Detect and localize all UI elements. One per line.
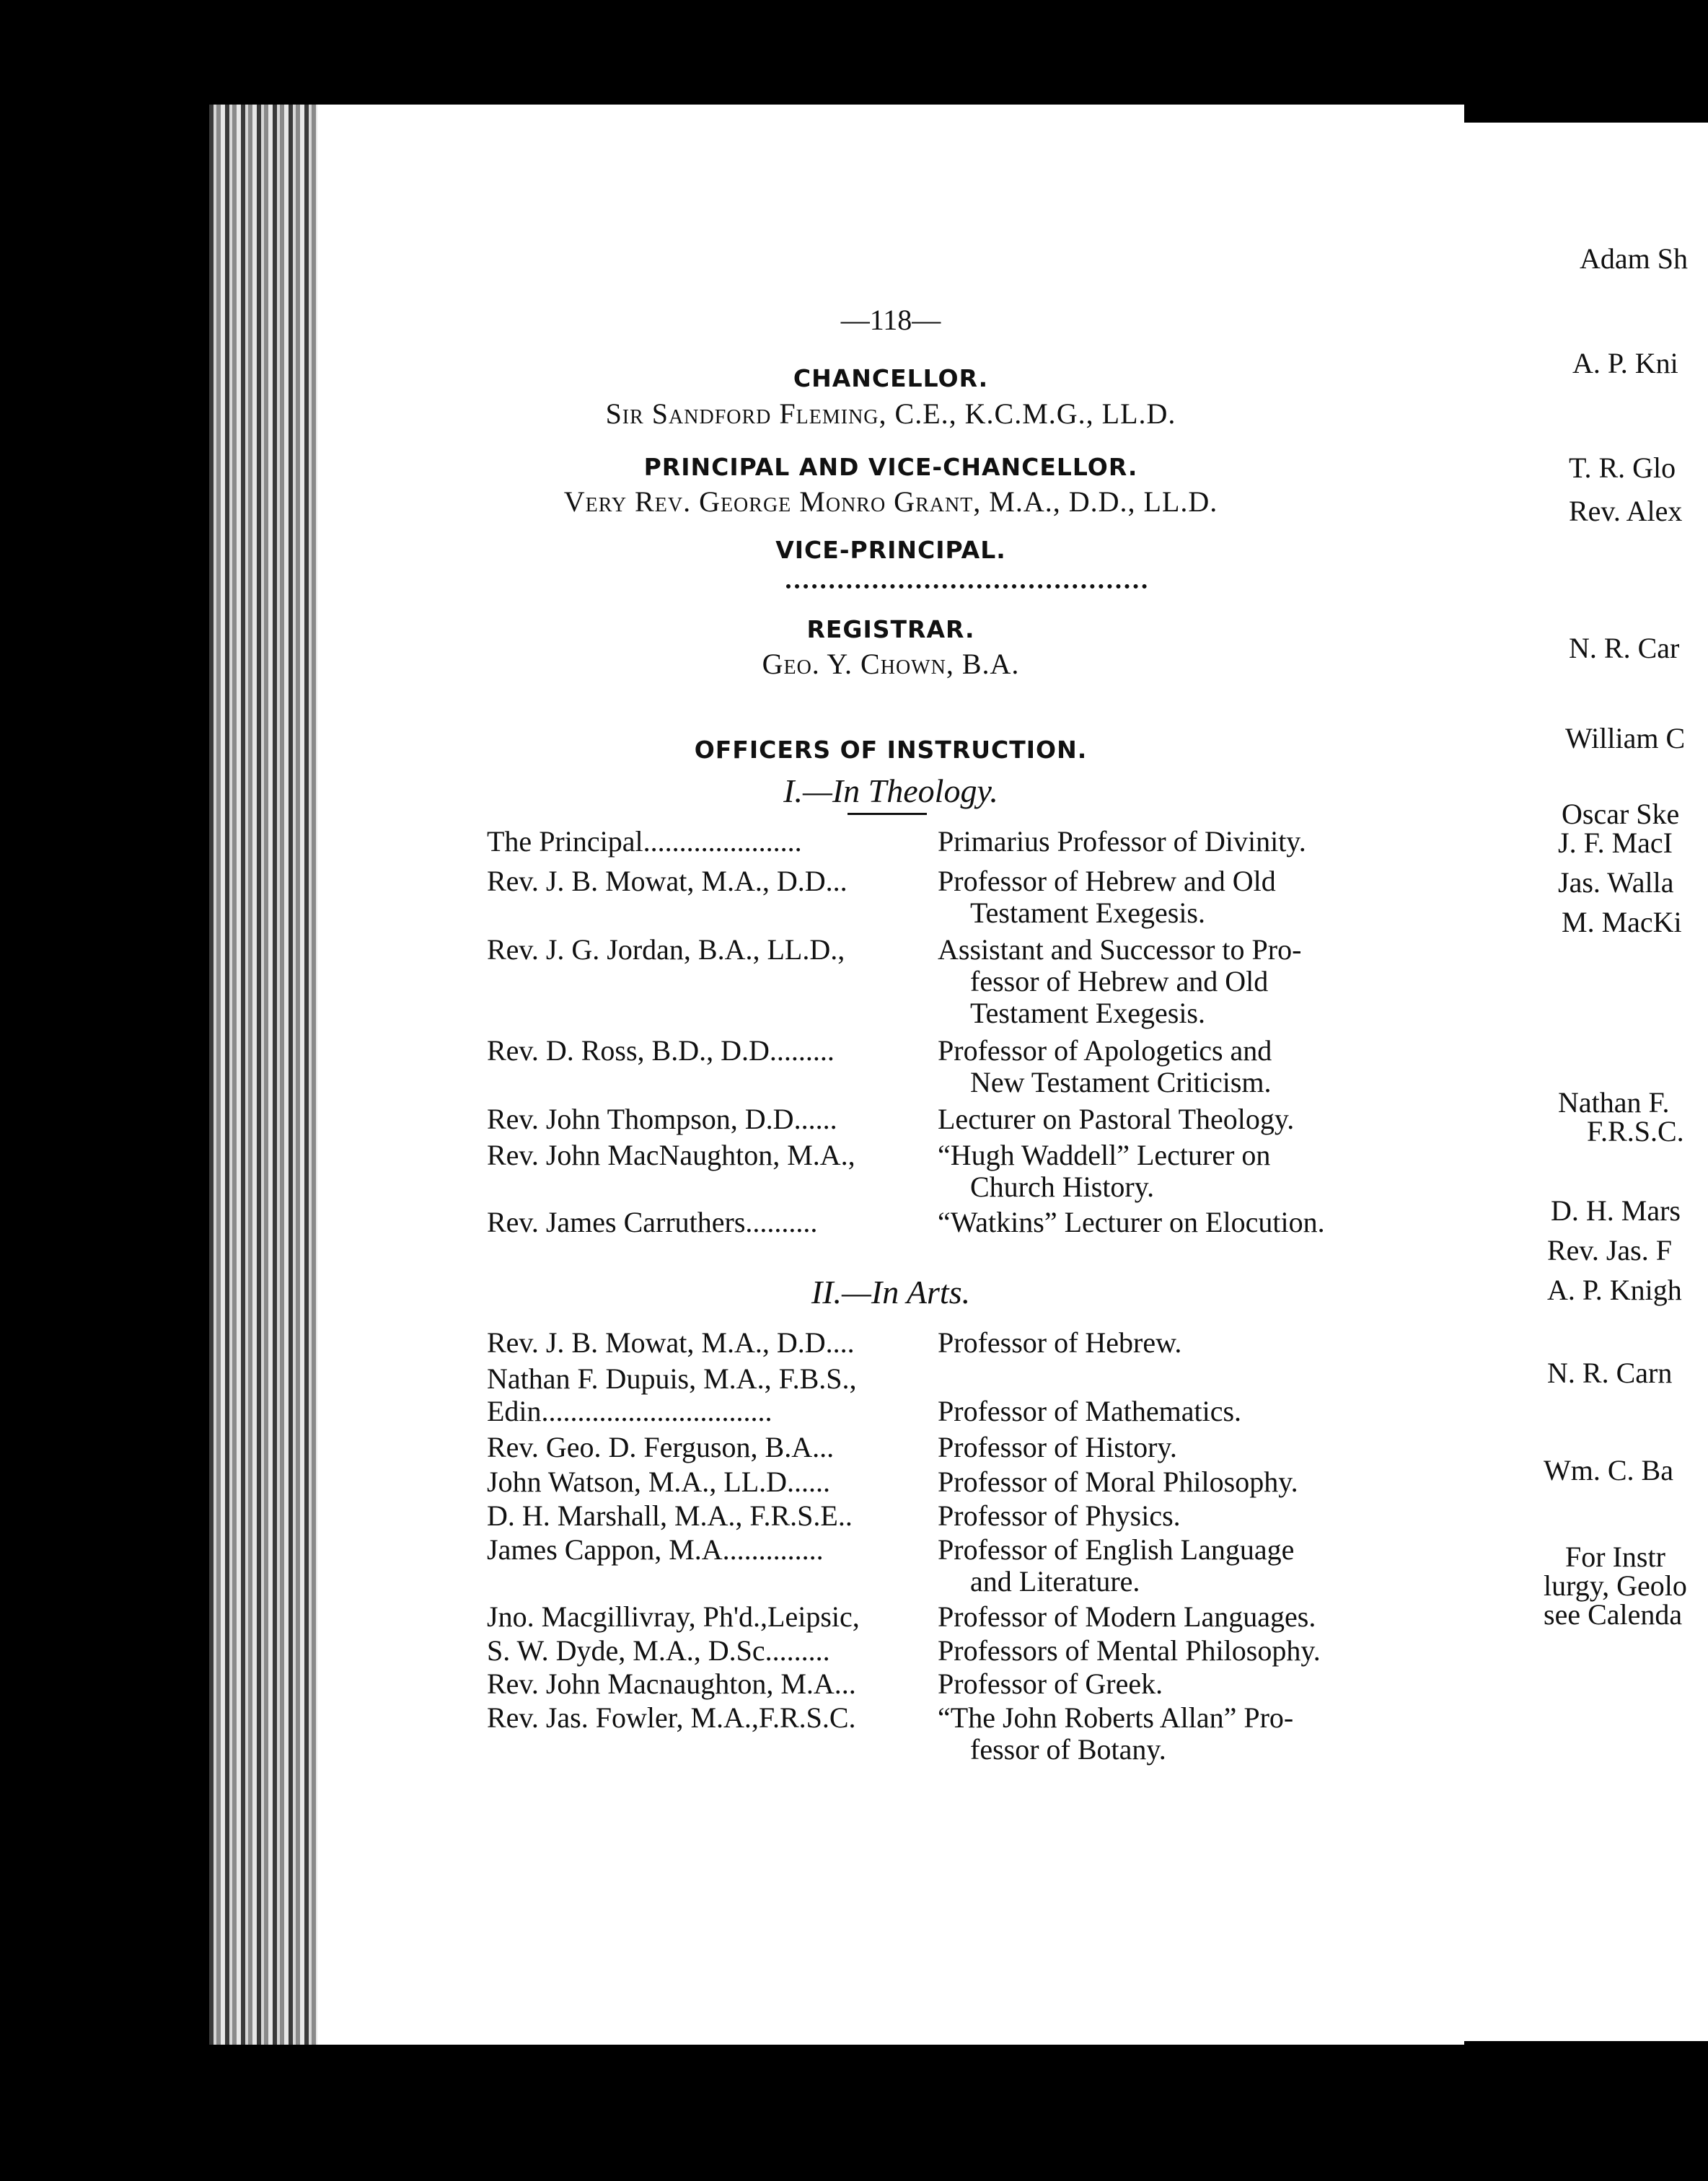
staff-title-line: Professor of English Language <box>938 1533 1295 1566</box>
staff-title-line: “Hugh Waddell” Lecturer on <box>938 1139 1271 1171</box>
vice-principal-vacant-dots <box>786 584 1147 589</box>
staff-title <box>938 1140 1407 1203</box>
staff-title-line: fessor of Botany. <box>970 1733 1166 1766</box>
arts-section-title: II.—In Arts. <box>811 1274 971 1310</box>
staff-title <box>938 1207 1407 1238</box>
right-page-fragment: M. MacKi <box>1562 906 1682 938</box>
staff-name: James Cappon, M.A.............. <box>487 1533 824 1566</box>
staff-name: Rev. J. B. Mowat, M.A., D.D.... <box>487 1326 855 1359</box>
right-page-fragment: lurgy, Geolo <box>1544 1569 1687 1602</box>
staff-title <box>938 1601 1407 1633</box>
right-page-fragment: N. R. Carn <box>1547 1357 1673 1389</box>
right-page-fragment: Nathan F. <box>1558 1086 1670 1119</box>
staff-title-line: Professor of Hebrew. <box>938 1326 1182 1359</box>
right-page-fragment: Jas. Walla <box>1558 866 1674 899</box>
right-page-fragment: Rev. Alex <box>1569 495 1683 527</box>
right-page-fragment: A. P. Knigh <box>1547 1274 1682 1306</box>
staff-title-line: and Literature. <box>970 1565 1140 1598</box>
staff-title-line: Professor of Mathematics. <box>938 1395 1242 1427</box>
staff-title <box>938 1466 1407 1498</box>
staff-name: Jno. Macgillivray, Ph'd.,Leipsic, <box>487 1600 860 1633</box>
staff-title <box>938 1396 1407 1427</box>
staff-name: Rev. Jas. Fowler, M.A.,F.R.S.C. <box>487 1701 856 1734</box>
staff-title <box>938 1534 1407 1598</box>
staff-title-line: Professor of Physics. <box>938 1499 1181 1532</box>
right-page-fragment: T. R. Glo <box>1569 451 1676 484</box>
left-page <box>317 105 1464 2045</box>
staff-name: Nathan F. Dupuis, M.A., F.B.S., <box>487 1362 857 1395</box>
staff-title <box>938 1702 1407 1766</box>
staff-title-line: New Testament Criticism. <box>970 1066 1272 1098</box>
staff-title-line: “Watkins” Lecturer on Elocution. <box>938 1206 1325 1238</box>
staff-title <box>938 1668 1407 1700</box>
theology-section-title: I.—In Theology. <box>783 772 998 809</box>
right-page-partial <box>1450 123 1708 2041</box>
right-page-fragment: F.R.S.C. <box>1587 1115 1684 1147</box>
page-number: —118— <box>840 304 941 336</box>
staff-title <box>938 1500 1407 1532</box>
staff-title-line: Testament Exegesis. <box>970 896 1205 929</box>
staff-title-line: “The John Roberts Allan” Pro- <box>938 1701 1294 1734</box>
staff-name: Rev. J. G. Jordan, B.A., LL.D., <box>487 933 845 966</box>
staff-name: D. H. Marshall, M.A., F.R.S.E.. <box>487 1499 853 1532</box>
staff-title-line: Professor of History. <box>938 1431 1177 1463</box>
registrar-name: Geo. Y. Chown, B.A. <box>762 648 1020 680</box>
staff-title-line: Assistant and Successor to Pro- <box>938 933 1302 966</box>
staff-title-line: Testament Exegesis. <box>970 997 1205 1029</box>
right-page-fragment: Wm. C. Ba <box>1544 1454 1673 1486</box>
registrar-heading: REGISTRAR. <box>806 615 975 643</box>
staff-name: Rev. J. B. Mowat, M.A., D.D... <box>487 865 848 897</box>
staff-title-line: Professor of Moral Philosophy. <box>938 1466 1298 1498</box>
staff-title <box>938 1635 1407 1667</box>
staff-title <box>938 1432 1407 1463</box>
right-page-fragment: William C <box>1565 722 1686 754</box>
vice-principal-heading: VICE-PRINCIPAL. <box>775 536 1006 564</box>
right-page-fragment: J. F. MacI <box>1558 827 1673 859</box>
staff-title-line: Church History. <box>970 1171 1155 1203</box>
staff-title-line: Primarius Professor of Divinity. <box>938 825 1306 858</box>
staff-title <box>938 1327 1407 1359</box>
chancellor-name: Sir Sandford Fleming, C.E., K.C.M.G., LL.D. <box>605 397 1176 430</box>
book-page-edges <box>209 105 317 2045</box>
staff-title-line: Professors of Mental Philosophy. <box>938 1634 1321 1667</box>
right-page-fragment: For Instr <box>1565 1541 1665 1573</box>
staff-name: Rev. John Macnaughton, M.A... <box>487 1667 856 1700</box>
staff-title-line: Professor of Modern Languages. <box>938 1600 1316 1633</box>
staff-title <box>938 865 1407 929</box>
staff-title <box>938 1103 1407 1135</box>
staff-title <box>938 1035 1407 1098</box>
principal-name: Very Rev. George Monro Grant, M.A., D.D., LL.D. <box>563 485 1218 518</box>
right-page-fragment: Oscar Ske <box>1562 798 1680 830</box>
staff-name: Edin................................ <box>487 1395 772 1427</box>
chancellor-heading: CHANCELLOR. <box>793 364 989 392</box>
staff-title <box>938 934 1407 1029</box>
staff-name: Rev. John MacNaughton, M.A., <box>487 1139 855 1171</box>
principal-heading: PRINCIPAL AND VICE-CHANCELLOR. <box>643 453 1138 481</box>
right-page-fragment: D. H. Mars <box>1551 1194 1681 1227</box>
staff-name: Rev. James Carruthers.......... <box>487 1206 818 1238</box>
staff-name: S. W. Dyde, M.A., D.Sc......... <box>487 1634 830 1667</box>
right-page-fragment: A. P. Kni <box>1572 347 1678 379</box>
staff-name: Rev. Geo. D. Ferguson, B.A... <box>487 1431 835 1463</box>
staff-title-line: Professor of Greek. <box>938 1667 1163 1700</box>
staff-name: Rev. D. Ross, B.D., D.D......... <box>487 1034 835 1067</box>
staff-name: John Watson, M.A., LL.D...... <box>487 1466 831 1498</box>
right-page-fragment: see Calenda <box>1544 1598 1683 1631</box>
staff-title-line: fessor of Hebrew and Old <box>970 965 1269 997</box>
officers-heading: OFFICERS OF INSTRUCTION. <box>694 736 1088 764</box>
staff-title-line: Professor of Apologetics and <box>938 1034 1272 1067</box>
staff-title-line: Lecturer on Pastoral Theology. <box>938 1103 1295 1135</box>
staff-name: Rev. John Thompson, D.D...... <box>487 1103 837 1135</box>
divider-rule <box>848 813 927 815</box>
staff-name: The Principal...................... <box>487 825 802 858</box>
staff-title <box>938 826 1407 858</box>
staff-title-line: Professor of Hebrew and Old <box>938 865 1276 897</box>
right-page-fragment: Rev. Jas. F <box>1547 1234 1672 1266</box>
right-page-fragment: N. R. Car <box>1569 632 1680 664</box>
right-page-fragment: Adam Sh <box>1580 242 1688 275</box>
